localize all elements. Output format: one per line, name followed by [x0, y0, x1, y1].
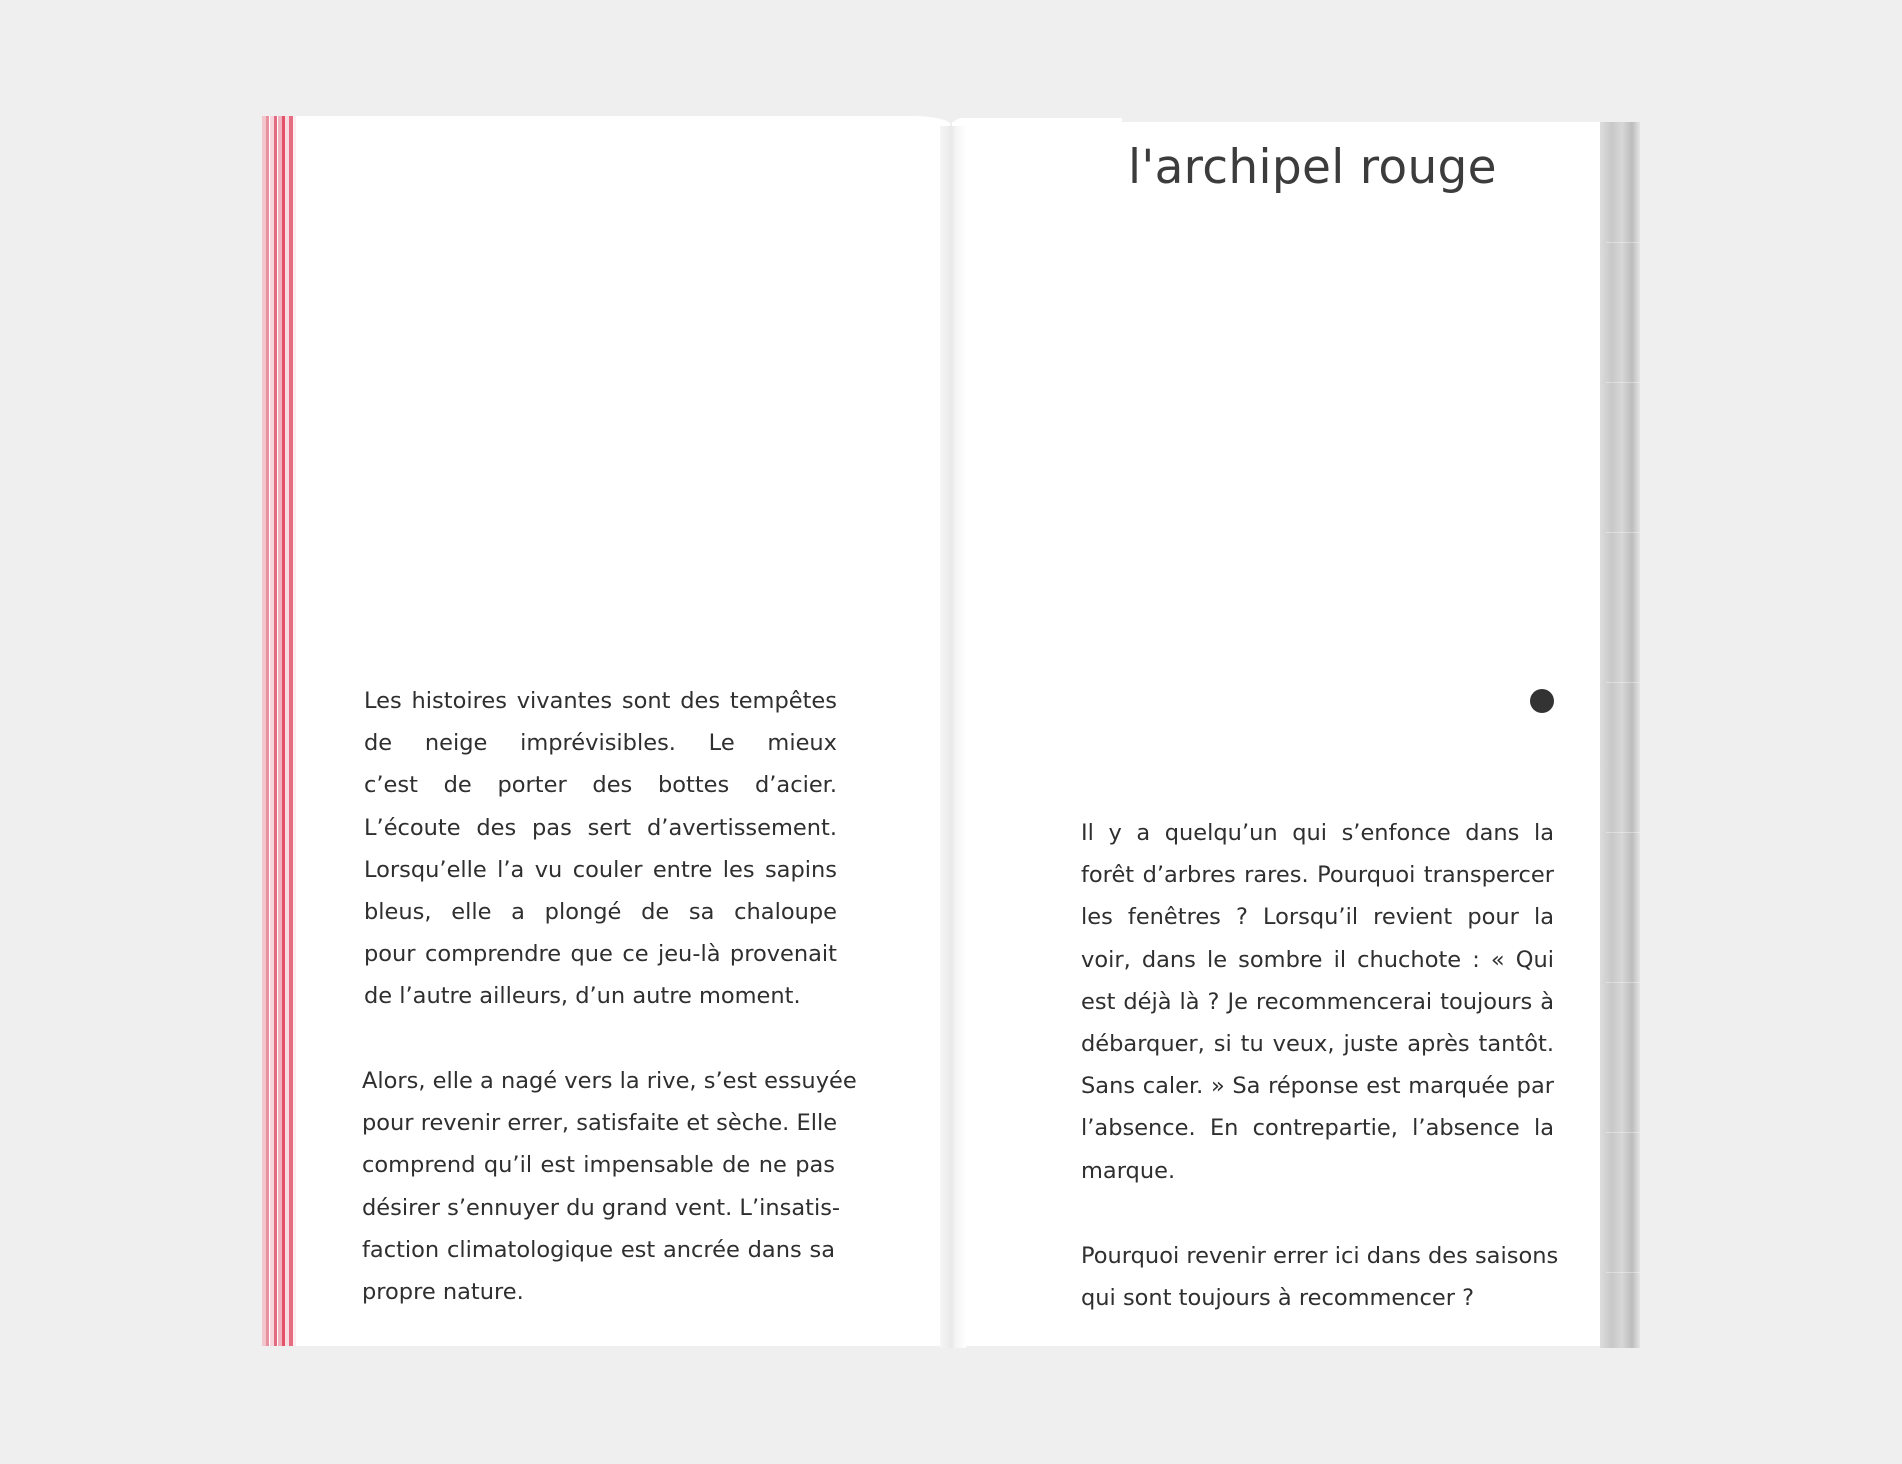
text-line: marque.: [1081, 1157, 1176, 1184]
text-line: voir, dans le sombre il chuchote : « Qui: [1081, 946, 1554, 973]
black-dot-marker: [1530, 689, 1554, 713]
text-line: est déjà là ? Je recommencerai toujours à: [1081, 988, 1554, 1015]
left-paragraph-2: [362, 1060, 857, 1313]
text-line: de neige imprévisibles. Le mieux: [364, 730, 837, 757]
text-line: pour comprendre que ce jeu-là provenait: [364, 941, 837, 968]
text-line: de l’autre ailleurs, d’un autre moment.: [364, 983, 801, 1010]
left-paragraph-1: [364, 680, 837, 1018]
text-line: pour revenir errer, satisfaite et sèche. Elle: [362, 1110, 838, 1137]
right-paragraph-1: [1081, 812, 1554, 1192]
text-line: Sans caler. » Sa réponse est marquée par: [1081, 1073, 1554, 1100]
text-line: Lorsqu’elle l’a vu couler entre les sapins: [364, 856, 837, 883]
text-line: qui sont toujours à recommencer ?: [1081, 1285, 1475, 1312]
book-title: l'archipel rouge: [1128, 140, 1497, 195]
book-gutter: [940, 126, 966, 1348]
text-line: c’est de porter des bottes d’acier.: [364, 772, 837, 799]
text-line: comprend qu’il est impensable de ne pas: [362, 1152, 835, 1179]
right-page-edge: [1600, 122, 1640, 1348]
text-line: les fenêtres ? Lorsqu’il revient pour la: [1081, 904, 1554, 931]
text-line: Pourquoi revenir errer ici dans des saisons: [1081, 1243, 1559, 1269]
text-line: Alors, elle a nagé vers la rive, s’est essuyée: [362, 1068, 857, 1094]
left-page-edge-stripes: [262, 116, 306, 1346]
right-paragraph-2: [1081, 1235, 1559, 1319]
text-line: forêt d’arbres rares. Pourquoi transpercer: [1081, 862, 1554, 889]
text-line: propre nature.: [362, 1279, 524, 1306]
text-line: L’écoute des pas sert d’avertissement.: [364, 814, 837, 841]
text-line: bleus, elle a plongé de sa chaloupe: [364, 899, 837, 926]
text-line: l’absence. En contrepartie, l’absence la: [1081, 1115, 1554, 1142]
text-line: désirer s’ennuyer du grand vent. L’insatis-: [362, 1194, 841, 1221]
text-line: faction climatologique est ancrée dans sa: [362, 1236, 835, 1263]
text-line: débarquer, si tu veux, juste après tantôt.: [1081, 1031, 1554, 1058]
text-line: Les histoires vivantes sont des tempêtes: [364, 688, 837, 714]
text-line: Il y a quelqu’un qui s’enfonce dans la: [1081, 820, 1554, 846]
